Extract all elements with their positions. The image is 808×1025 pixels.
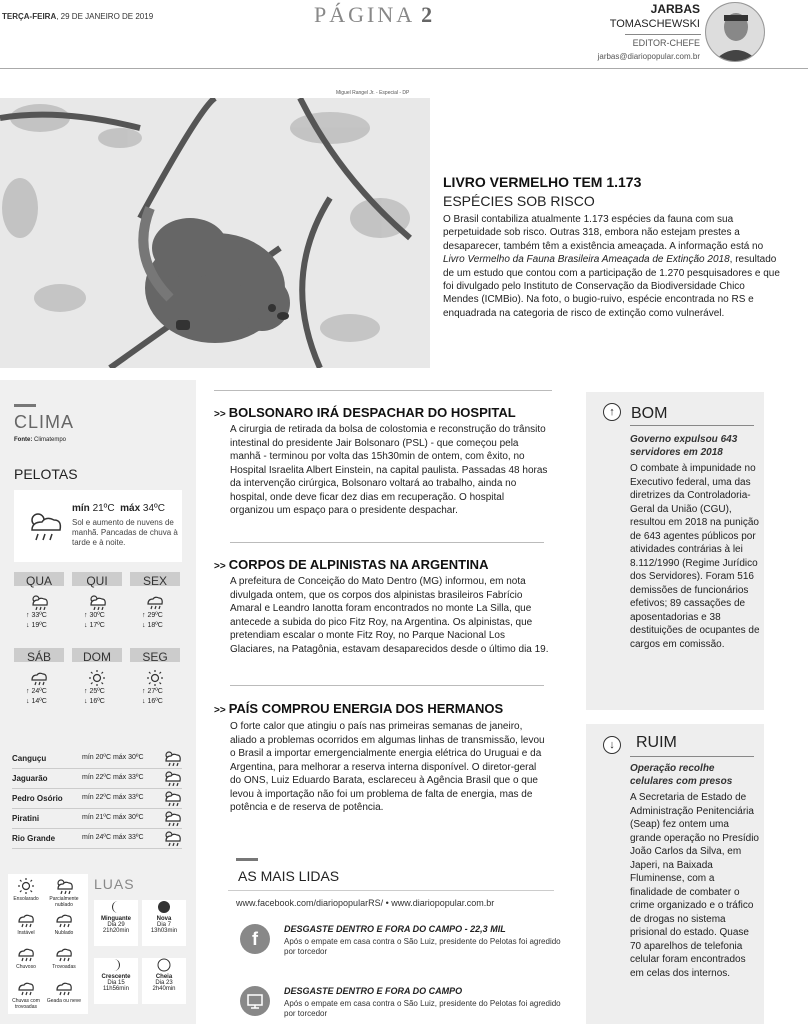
- legend-label: Geada ou neve: [46, 998, 82, 1004]
- legend-label: Trovoadas: [52, 964, 76, 970]
- editor-last-name: TOMASCHEWSKI: [609, 18, 700, 30]
- city-temps: mín 21ºC máx 30ºC: [82, 814, 144, 821]
- sun-cloud-rain-icon: [46, 878, 82, 896]
- legend-item: [8, 878, 44, 902]
- monkey-photo: [0, 98, 430, 368]
- computer-icon[interactable]: [240, 986, 270, 1016]
- legend-item: [8, 946, 44, 970]
- bad-news-divider: [630, 756, 754, 757]
- legend-item: [8, 980, 44, 1010]
- day-name: SEX: [142, 574, 167, 588]
- header-divider: [0, 68, 808, 69]
- day-name: SÁB: [26, 650, 51, 664]
- city-forecast-row: [12, 830, 182, 848]
- photo-credit: Miguel Rangel Jr. - Especial - DP: [336, 90, 410, 96]
- lead-subtitle: ESPÉCIES SOB RISCO: [443, 193, 595, 209]
- day-min: ↓ 19ºC: [26, 622, 47, 629]
- moon-phase: [94, 958, 138, 1004]
- city-name: Pedro Osório: [12, 794, 63, 803]
- moon-phase-name: Nova: [156, 916, 172, 922]
- most-read-title: AS MAIS LIDAS: [238, 868, 340, 884]
- legend-label: Chuvoso: [16, 964, 36, 970]
- most-read-item-title[interactable]: DESGASTE DENTRO E FORA DO CAMPO: [284, 986, 463, 996]
- facebook-icon[interactable]: f: [240, 924, 270, 954]
- city-temps: mín 22ºC máx 33ºC: [82, 774, 144, 781]
- day-forecast: [72, 650, 122, 708]
- sun-icon: [87, 670, 107, 688]
- city-divider: [12, 788, 182, 789]
- weather-title: CLIMA: [14, 412, 75, 432]
- moon-day: Dia 7: [156, 922, 171, 928]
- day-min: ↓ 18ºC: [142, 622, 163, 629]
- moon-day: Dia 15: [107, 980, 125, 986]
- day-forecast: [130, 574, 180, 632]
- sun-cloud-rain-icon: [29, 594, 49, 612]
- moon-phase-name: Crescente: [101, 974, 131, 980]
- day-max: ↑ 33ºC: [26, 612, 47, 619]
- legend-item: [46, 980, 82, 1004]
- weather-accent-bar: [14, 404, 36, 407]
- cloud-rain-icon: [29, 670, 49, 688]
- city-temps: mín 20ºC máx 30ºC: [82, 754, 144, 761]
- legend-item: [8, 912, 44, 936]
- day-forecast: [14, 574, 64, 632]
- moon-time: 11h56min: [103, 986, 129, 992]
- sun-cloud-rain-icon: [162, 750, 182, 768]
- page-number: 2: [421, 2, 436, 27]
- new-moon-icon: [157, 900, 171, 914]
- cloud-rain-icon: [46, 912, 82, 930]
- day-max: ↑ 29ºC: [142, 612, 163, 619]
- day-max: ↑ 27ºC: [142, 688, 163, 695]
- most-read-item-text: Após o empate em casa contra o São Luiz, presidente do Pelotas foi agredido por torcedor: [284, 937, 561, 956]
- cloud-rain-icon: [145, 594, 165, 612]
- moon-phase: [142, 900, 186, 946]
- day-max: ↑ 24ºC: [26, 688, 47, 695]
- moon-day: Dia 23: [155, 980, 173, 986]
- cloud-rain-icon: [8, 912, 44, 930]
- legend-item: [46, 946, 82, 970]
- good-news-title: BOM: [631, 405, 668, 422]
- news-divider: [230, 685, 544, 686]
- cloud-rain-icon: [46, 980, 82, 998]
- sun-cloud-rain-icon: [24, 508, 64, 544]
- editor-first-name: JARBAS: [650, 2, 700, 16]
- city-forecast-row: [12, 750, 182, 768]
- city-divider: [12, 808, 182, 809]
- legend-label: Chuvas com trovoadas: [12, 998, 40, 1010]
- weather-city: PELOTAS: [14, 466, 78, 482]
- most-read-links[interactable]: www.facebook.com/diariopopularRS/ • www.diariopopular.com.br: [236, 898, 495, 908]
- sun-cloud-rain-icon: [162, 810, 182, 828]
- day-max: ↑ 25ºC: [84, 688, 105, 695]
- moon-title: LUAS: [94, 876, 135, 892]
- legend-label: Ensolarado: [13, 896, 39, 902]
- moon-phase: [142, 958, 186, 1004]
- day-min: ↓ 16ºC: [142, 698, 163, 705]
- moon-time: 13h03min: [150, 928, 178, 934]
- editor-avatar: [705, 2, 765, 62]
- moon-phase-name: Cheia: [155, 974, 173, 980]
- day-min: ↓ 17ºC: [84, 622, 105, 629]
- editor-divider: [625, 34, 701, 35]
- city-temps: mín 22ºC máx 33ºC: [82, 794, 144, 801]
- waning-moon-icon: [109, 900, 123, 914]
- city-forecast-row: [12, 770, 182, 788]
- day-forecast: [130, 650, 180, 708]
- most-read-item-text: Após o empate em casa contra o São Luiz, presidente do Pelotas foi agredido por torcedor: [284, 999, 561, 1018]
- city-divider: [12, 768, 182, 769]
- day-max: ↑ 30ºC: [84, 612, 105, 619]
- sun-cloud-rain-icon: [162, 830, 182, 848]
- editor-role: EDITOR-CHEFE: [632, 38, 700, 48]
- cloud-rain-icon: [46, 946, 82, 964]
- city-forecast-row: [12, 810, 182, 828]
- moon-day: Dia 29: [107, 922, 125, 928]
- day-forecast: [72, 574, 122, 632]
- page-label: PÁGINA 2: [314, 2, 436, 27]
- news-text-3: O forte calor que atingiu o país nas primeiras semanas de janeiro, aliado a problemas ocorridos em algumas linhas de transmissão, levou o Brasil a importar emergencialmente energia elétrica do Uruguai e da Argentina, para melhorar a reserva interna disponível. O diretor-geral do ONS, Luiz Eduardo Barata, esclareceu à Agência Brasil que o que levou à importação não foi um problema de falta de energia, mas de potência e de reserva de potência.: [230, 721, 545, 813]
- sun-cloud-rain-icon: [162, 790, 182, 808]
- bad-news-subtitle: Operação recolhe celulares com presos: [630, 763, 733, 787]
- day-min: ↓ 16ºC: [84, 698, 105, 705]
- moon-time: 2h40min: [152, 986, 176, 992]
- waxing-moon-icon: [109, 958, 123, 972]
- most-read-accent-bar: [236, 858, 258, 861]
- most-read-divider: [228, 890, 554, 891]
- sun-cloud-rain-icon: [162, 770, 182, 788]
- good-news-text: O combate à impunidade no Executivo federal, uma das diretrizes da Controladoria-Geral da União (CGU), resultou em 2018 na punição de 643 agentes públicos por atividades contrárias à lei 8.112/1990 (Regime Jurídico dos Servidores). Foram 516 demissões de funcionários efetivos; 89 cassações de aposentadorias e 38 destituições de ocupantes de cargos em comissão.: [630, 463, 760, 650]
- weather-source: Fonte: Climatempo: [14, 437, 67, 443]
- sun-icon: [8, 878, 44, 896]
- bad-news-title: RUIM: [636, 734, 677, 751]
- cloud-rain-icon: [8, 980, 44, 998]
- edition-date: TERÇA-FEIRA, 29 DE JANEIRO DE 2019: [2, 12, 154, 21]
- news-text-1: A cirurgia de retirada da bolsa de colostomia e reconstrução do trânsito intestinal do presidente Jair Bolsonaro (PSL) - que começou pela manhã - terminou por volta das 15h30min de ontem, com êxito, no Hospital Israelita Albert Einstein, na capital paulista. Passadas 48 horas da intervenção cirúrgica, Bolsonaro voltará ao trabalho, ainda no hospital, onde deve ficar dez dias em recuperação. O hospital organizou um espaço para o presidente despachar.: [230, 424, 548, 516]
- full-moon-icon: [157, 958, 171, 972]
- day-name: QUA: [25, 574, 52, 588]
- day-name: QUI: [86, 574, 108, 588]
- editor-email[interactable]: jarbas@diariopopular.com.br: [597, 52, 700, 61]
- city-name: Jaguarão: [12, 774, 48, 783]
- lead-text: O Brasil contabiliza atualmente 1.173 espécies da fauna com sua perpetuidade sob risco. Outras 318, embora não estejam prestes a desaparecer, também têm a existência ameaçada. A informação está no Livro Vermelho da Fauna Brasileira Ameaçada de Extinção 2018, resultado de um estudo que contou com a participação de 1.270 pesquisadores e que foi divulgado pelo Instituto de Conservação da Biodiversidade Chico Mendes (ICMBio). Na foto, o bugio-ruivo, espécie encontrada no RS e enquadrada na categoria de risco de extinção como vulnerável.: [443, 214, 780, 319]
- city-divider: [12, 828, 182, 829]
- cloud-rain-icon: [8, 946, 44, 964]
- news-divider: [214, 390, 552, 391]
- most-read-item-title[interactable]: DESGASTE DENTRO E FORA DO CAMPO - 22,3 MIL: [284, 924, 506, 934]
- legend-item: [46, 878, 82, 908]
- legend-label: Parcialmente nublado: [49, 896, 79, 908]
- news-text-2: A prefeitura de Conceição do Mato Dentro (MG) informou, em nota divulgada ontem, que os corpos dos alpinistas brasileiros Fabrício Amaral e Leandro Ianotta foram encontrados no monte La Silla, que antecede a subida do pico Fitz Roy, na Argentina. Os alpinistas, que pretendiam escalar o monte Fitz Roy, no Parque Nacional Los Glaciares, na Patagônia, estavam desaparecidos desde o último dia 19.: [230, 576, 549, 655]
- bad-news-text: A Secretaria de Estado de Administração Penitenciária (Seap) fez ontem uma grande operação no Presídio João Carlos da Silva, em Japeri, na Baixada Fluminense, com a finalidade de combater o crime organizado e o tráfico de drogas no sistema prisional do estado. Quase 70 aparelhos de telefonia celular foram encontrados em celas dos internos.: [630, 792, 759, 979]
- city-forecast-row: [12, 790, 182, 808]
- moon-phase: [94, 900, 138, 946]
- arrow-down-icon: ↓: [603, 736, 621, 754]
- news-headline-2: >> CORPOS DE ALPINISTAS NA ARGENTINA: [214, 557, 489, 572]
- legend-item: [46, 912, 82, 936]
- day-name: SEG: [142, 650, 168, 664]
- city-temps: mín 24ºC máx 33ºC: [82, 834, 144, 841]
- today-description: Sol e aumento de nuvens de manhã. Pancadas de chuva à tarde e à noite.: [72, 518, 178, 547]
- city-divider: [12, 848, 182, 849]
- good-news-divider: [630, 425, 754, 426]
- legend-label: Instável: [17, 930, 35, 936]
- sun-icon: [145, 670, 165, 688]
- news-divider: [230, 542, 544, 543]
- news-headline-1: >> BOLSONARO IRÁ DESPACHAR DO HOSPITAL: [214, 405, 516, 420]
- today-temps: mín 21ºC máx 34ºC: [72, 503, 165, 514]
- moon-time: 21h20min: [102, 928, 130, 934]
- day-name: DOM: [83, 650, 111, 664]
- good-news-subtitle: Governo expulsou 643 servidores em 2018: [630, 434, 738, 458]
- lead-title: LIVRO VERMELHO TEM 1.173: [443, 174, 642, 190]
- moon-phase-name: Minguante: [101, 916, 131, 922]
- arrow-up-icon: ↑: [603, 403, 621, 421]
- city-name: Rio Grande: [12, 834, 56, 843]
- sun-cloud-rain-icon: [87, 594, 107, 612]
- legend-label: Nublado: [54, 930, 74, 936]
- city-name: Piratini: [12, 814, 40, 823]
- news-headline-3: >> PAÍS COMPROU ENERGIA DOS HERMANOS: [214, 701, 504, 716]
- day-forecast: [14, 650, 64, 708]
- day-min: ↓ 14ºC: [26, 698, 47, 705]
- city-name: Canguçu: [12, 754, 47, 763]
